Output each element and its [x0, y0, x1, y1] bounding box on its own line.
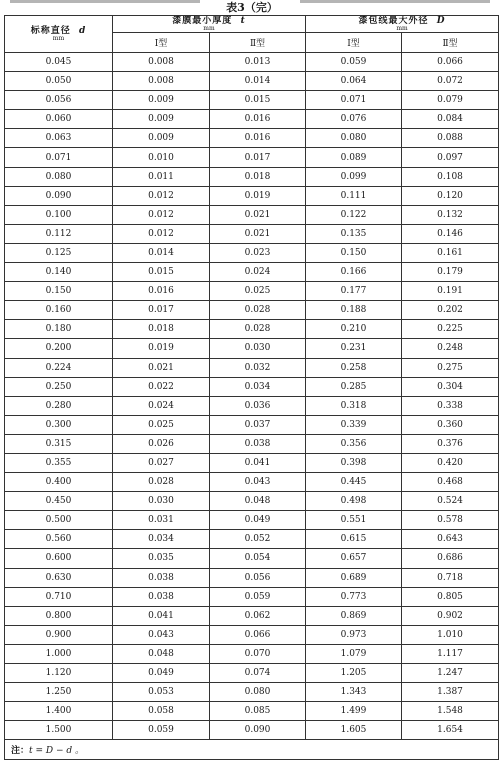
thickness-type1-cell: 0.009	[113, 129, 210, 148]
table-row	[5, 148, 499, 167]
diameter-type1-cell: 1.079	[306, 644, 402, 663]
diameter-type1-cell: 0.657	[306, 549, 402, 568]
diameter-type2-cell: 0.084	[402, 110, 499, 129]
thickness-type2-cell: 0.019	[210, 186, 306, 205]
diameter-type2-cell: 0.805	[402, 587, 499, 606]
table-row	[5, 377, 499, 396]
diameter-type2-cell: 0.376	[402, 434, 499, 453]
header-min-film-thickness	[113, 16, 306, 33]
table-row	[5, 53, 499, 72]
thickness-type1-cell: 0.021	[113, 358, 210, 377]
header-thickness-type1: Ⅰ型	[113, 33, 210, 53]
diameter-type2-cell: 0.420	[402, 453, 499, 472]
thickness-type2-cell: 0.037	[210, 415, 306, 434]
thickness-type2-cell: 0.030	[210, 339, 306, 358]
diameter-type2-cell: 0.248	[402, 339, 499, 358]
diameter-type1-cell: 1.605	[306, 721, 402, 740]
thickness-type2-cell: 0.049	[210, 511, 306, 530]
thickness-type1-cell: 0.008	[113, 72, 210, 91]
nominal-diameter-cell: 0.250	[5, 377, 113, 396]
header-max-outer-diameter-unit: mm	[396, 25, 408, 32]
header-nominal-diameter-label: 标称直径	[30, 26, 71, 36]
thickness-type1-cell: 0.009	[113, 110, 210, 129]
table-row	[5, 186, 499, 205]
diameter-type1-cell: 0.089	[306, 148, 402, 167]
thickness-type2-cell: 0.043	[210, 473, 306, 492]
diameter-type2-cell: 0.686	[402, 549, 499, 568]
diameter-type2-cell: 0.202	[402, 301, 499, 320]
diameter-type2-cell: 0.275	[402, 358, 499, 377]
thickness-type1-cell: 0.043	[113, 625, 210, 644]
nominal-diameter-cell: 0.112	[5, 224, 113, 243]
diameter-type1-cell: 0.285	[306, 377, 402, 396]
nominal-diameter-cell: 0.355	[5, 453, 113, 472]
diameter-type1-cell: 0.258	[306, 358, 402, 377]
thickness-type1-cell: 0.012	[113, 186, 210, 205]
table-row	[5, 568, 499, 587]
nominal-diameter-cell: 0.060	[5, 110, 113, 129]
nominal-diameter-cell: 0.280	[5, 396, 113, 415]
table-row	[5, 224, 499, 243]
header-row-main	[5, 16, 499, 33]
thickness-type1-cell: 0.059	[113, 721, 210, 740]
thickness-type2-cell: 0.021	[210, 224, 306, 243]
thickness-type1-cell: 0.034	[113, 530, 210, 549]
diameter-type2-cell: 0.191	[402, 282, 499, 301]
table-row	[5, 205, 499, 224]
table-row	[5, 644, 499, 663]
thickness-type2-cell: 0.016	[210, 110, 306, 129]
table-row	[5, 453, 499, 472]
table-caption: 表3（完）	[226, 1, 278, 14]
diameter-type1-cell: 0.339	[306, 415, 402, 434]
note-cell	[5, 740, 499, 760]
thickness-type1-cell: 0.012	[113, 224, 210, 243]
diameter-type1-cell: 0.122	[306, 205, 402, 224]
thickness-type1-cell: 0.049	[113, 664, 210, 683]
thickness-type2-cell: 0.024	[210, 263, 306, 282]
thickness-type2-cell: 0.018	[210, 167, 306, 186]
diameter-type1-cell: 1.343	[306, 683, 402, 702]
diameter-type1-cell: 0.551	[306, 511, 402, 530]
diameter-type1-cell: 0.059	[306, 53, 402, 72]
table-row	[5, 243, 499, 262]
diameter-type1-cell: 0.111	[306, 186, 402, 205]
diameter-type2-cell: 0.066	[402, 53, 499, 72]
diameter-type2-cell: 1.548	[402, 702, 499, 721]
diameter-type1-cell: 0.318	[306, 396, 402, 415]
thickness-type2-cell: 0.038	[210, 434, 306, 453]
thickness-type2-cell: 0.059	[210, 587, 306, 606]
nominal-diameter-cell: 0.100	[5, 205, 113, 224]
thickness-type1-cell: 0.018	[113, 320, 210, 339]
diameter-type2-cell: 0.079	[402, 91, 499, 110]
table-row	[5, 721, 499, 740]
nominal-diameter-cell: 0.150	[5, 282, 113, 301]
nominal-diameter-cell: 0.140	[5, 263, 113, 282]
thickness-type2-cell: 0.048	[210, 492, 306, 511]
nominal-diameter-cell: 0.630	[5, 568, 113, 587]
header-nominal-diameter	[5, 16, 113, 53]
table-row	[5, 167, 499, 186]
table-row	[5, 396, 499, 415]
header-min-film-thickness-label: 漆膜最小厚度	[172, 16, 233, 26]
thickness-type2-cell: 0.070	[210, 644, 306, 663]
table-row	[5, 358, 499, 377]
diameter-type1-cell: 0.177	[306, 282, 402, 301]
nominal-diameter-cell: 1.400	[5, 702, 113, 721]
thickness-type1-cell: 0.026	[113, 434, 210, 453]
diameter-type2-cell: 0.578	[402, 511, 499, 530]
nominal-diameter-cell: 0.200	[5, 339, 113, 358]
thickness-type2-cell: 0.041	[210, 453, 306, 472]
header-diameter-type1: Ⅰ型	[306, 33, 402, 53]
thickness-type2-cell: 0.014	[210, 72, 306, 91]
diameter-type2-cell: 0.108	[402, 167, 499, 186]
diameter-type2-cell: 0.072	[402, 72, 499, 91]
table-row	[5, 683, 499, 702]
thickness-type1-cell: 0.048	[113, 644, 210, 663]
diameter-type2-cell: 0.132	[402, 205, 499, 224]
thickness-type2-cell: 0.013	[210, 53, 306, 72]
thickness-type2-cell: 0.028	[210, 320, 306, 339]
nominal-diameter-cell: 0.710	[5, 587, 113, 606]
table-row	[5, 415, 499, 434]
thickness-type2-cell: 0.021	[210, 205, 306, 224]
table-row	[5, 587, 499, 606]
nominal-diameter-cell: 1.250	[5, 683, 113, 702]
diameter-type1-cell: 0.076	[306, 110, 402, 129]
table-row	[5, 702, 499, 721]
note-row	[5, 740, 499, 760]
thickness-type2-cell: 0.090	[210, 721, 306, 740]
thickness-type1-cell: 0.030	[113, 492, 210, 511]
diameter-type2-cell: 0.468	[402, 473, 499, 492]
table-row	[5, 549, 499, 568]
diameter-type1-cell: 0.869	[306, 606, 402, 625]
thickness-type1-cell: 0.009	[113, 91, 210, 110]
nominal-diameter-cell: 0.056	[5, 91, 113, 110]
diameter-type2-cell: 0.524	[402, 492, 499, 511]
diameter-type1-cell: 1.205	[306, 664, 402, 683]
thickness-type2-cell: 0.016	[210, 129, 306, 148]
nominal-diameter-cell: 0.090	[5, 186, 113, 205]
thickness-type2-cell: 0.056	[210, 568, 306, 587]
nominal-diameter-cell: 0.063	[5, 129, 113, 148]
thickness-type1-cell: 0.028	[113, 473, 210, 492]
thickness-type1-cell: 0.014	[113, 243, 210, 262]
spec-table-container	[4, 15, 498, 760]
diameter-type2-cell: 0.902	[402, 606, 499, 625]
diameter-type1-cell: 0.615	[306, 530, 402, 549]
diameter-type2-cell: 0.146	[402, 224, 499, 243]
nominal-diameter-cell: 0.600	[5, 549, 113, 568]
nominal-diameter-cell: 0.080	[5, 167, 113, 186]
nominal-diameter-cell: 0.560	[5, 530, 113, 549]
diameter-type2-cell: 0.643	[402, 530, 499, 549]
nominal-diameter-cell: 0.050	[5, 72, 113, 91]
thickness-type1-cell: 0.038	[113, 587, 210, 606]
diameter-type2-cell: 0.304	[402, 377, 499, 396]
thickness-type1-cell: 0.019	[113, 339, 210, 358]
table-row	[5, 511, 499, 530]
thickness-type2-cell: 0.052	[210, 530, 306, 549]
table-row	[5, 320, 499, 339]
thickness-type2-cell: 0.036	[210, 396, 306, 415]
diameter-type2-cell: 0.161	[402, 243, 499, 262]
table-row	[5, 263, 499, 282]
diameter-type1-cell: 0.150	[306, 243, 402, 262]
thickness-type1-cell: 0.025	[113, 415, 210, 434]
note-label: 注：	[11, 746, 30, 757]
thickness-type1-cell: 0.058	[113, 702, 210, 721]
diameter-type1-cell: 1.499	[306, 702, 402, 721]
thickness-type2-cell: 0.074	[210, 664, 306, 683]
diameter-type2-cell: 1.010	[402, 625, 499, 644]
thickness-type1-cell: 0.011	[113, 167, 210, 186]
diameter-type1-cell: 0.166	[306, 263, 402, 282]
table-row	[5, 664, 499, 683]
nominal-diameter-cell: 0.045	[5, 53, 113, 72]
diameter-type1-cell: 0.071	[306, 91, 402, 110]
table-row	[5, 91, 499, 110]
nominal-diameter-cell: 1.500	[5, 721, 113, 740]
diameter-type1-cell: 0.498	[306, 492, 402, 511]
header-nominal-diameter-var: d	[79, 26, 87, 36]
thickness-type1-cell: 0.031	[113, 511, 210, 530]
header-max-outer-diameter-var: D	[436, 16, 446, 26]
diameter-type1-cell: 0.080	[306, 129, 402, 148]
diameter-type1-cell: 0.188	[306, 301, 402, 320]
table-row	[5, 339, 499, 358]
diameter-type1-cell: 0.099	[306, 167, 402, 186]
diameter-type1-cell: 0.973	[306, 625, 402, 644]
nominal-diameter-cell: 0.224	[5, 358, 113, 377]
nominal-diameter-cell: 0.160	[5, 301, 113, 320]
thickness-type1-cell: 0.012	[113, 205, 210, 224]
thickness-type1-cell: 0.016	[113, 282, 210, 301]
nominal-diameter-cell: 0.500	[5, 511, 113, 530]
header-max-outer-diameter-label: 漆包线最大外径	[358, 16, 429, 26]
thickness-type2-cell: 0.025	[210, 282, 306, 301]
diameter-type1-cell: 0.445	[306, 473, 402, 492]
spec-table	[4, 15, 499, 760]
thickness-type1-cell: 0.038	[113, 568, 210, 587]
thickness-type1-cell: 0.017	[113, 301, 210, 320]
table-row	[5, 434, 499, 453]
table-row	[5, 282, 499, 301]
table-row	[5, 492, 499, 511]
header-diameter-type2: Ⅱ型	[402, 33, 499, 53]
nominal-diameter-cell: 0.900	[5, 625, 113, 644]
table-row	[5, 301, 499, 320]
table-row	[5, 72, 499, 91]
header-min-film-thickness-var: t	[240, 16, 246, 26]
thickness-type2-cell: 0.032	[210, 358, 306, 377]
thickness-type1-cell: 0.008	[113, 53, 210, 72]
thickness-type2-cell: 0.080	[210, 683, 306, 702]
table-row	[5, 606, 499, 625]
table-row	[5, 625, 499, 644]
nominal-diameter-cell: 0.450	[5, 492, 113, 511]
diameter-type2-cell: 0.097	[402, 148, 499, 167]
thickness-type1-cell: 0.041	[113, 606, 210, 625]
thickness-type2-cell: 0.023	[210, 243, 306, 262]
nominal-diameter-cell: 0.071	[5, 148, 113, 167]
thickness-type2-cell: 0.017	[210, 148, 306, 167]
thickness-type2-cell: 0.028	[210, 301, 306, 320]
header-min-film-thickness-unit: mm	[203, 25, 215, 32]
diameter-type2-cell: 0.338	[402, 396, 499, 415]
header-thickness-type2: Ⅱ型	[210, 33, 306, 53]
nominal-diameter-cell: 1.120	[5, 664, 113, 683]
header-max-outer-diameter	[306, 16, 499, 33]
diameter-type1-cell: 0.689	[306, 568, 402, 587]
diameter-type2-cell: 0.360	[402, 415, 499, 434]
thickness-type1-cell: 0.027	[113, 453, 210, 472]
diameter-type1-cell: 0.231	[306, 339, 402, 358]
table-body	[5, 53, 499, 740]
thickness-type1-cell: 0.015	[113, 263, 210, 282]
diameter-type1-cell: 0.356	[306, 434, 402, 453]
thickness-type2-cell: 0.066	[210, 625, 306, 644]
diameter-type1-cell: 0.773	[306, 587, 402, 606]
thickness-type2-cell: 0.054	[210, 549, 306, 568]
diameter-type1-cell: 0.064	[306, 72, 402, 91]
thickness-type1-cell: 0.035	[113, 549, 210, 568]
diameter-type2-cell: 1.654	[402, 721, 499, 740]
diameter-type2-cell: 0.718	[402, 568, 499, 587]
thickness-type2-cell: 0.062	[210, 606, 306, 625]
note-text: t = D − d 。	[29, 746, 84, 757]
thickness-type2-cell: 0.015	[210, 91, 306, 110]
thickness-type1-cell: 0.010	[113, 148, 210, 167]
thickness-type1-cell: 0.053	[113, 683, 210, 702]
nominal-diameter-cell: 0.125	[5, 243, 113, 262]
nominal-diameter-cell: 0.300	[5, 415, 113, 434]
diameter-type1-cell: 0.135	[306, 224, 402, 243]
nominal-diameter-cell: 0.800	[5, 606, 113, 625]
thickness-type1-cell: 0.022	[113, 377, 210, 396]
diameter-type2-cell: 0.179	[402, 263, 499, 282]
table-row	[5, 129, 499, 148]
diameter-type2-cell: 0.088	[402, 129, 499, 148]
table-row	[5, 473, 499, 492]
thickness-type1-cell: 0.024	[113, 396, 210, 415]
thickness-type2-cell: 0.085	[210, 702, 306, 721]
diameter-type2-cell: 0.225	[402, 320, 499, 339]
diameter-type2-cell: 1.247	[402, 664, 499, 683]
nominal-diameter-cell: 0.400	[5, 473, 113, 492]
diameter-type2-cell: 1.117	[402, 644, 499, 663]
diameter-type2-cell: 1.387	[402, 683, 499, 702]
diameter-type1-cell: 0.210	[306, 320, 402, 339]
table-row	[5, 110, 499, 129]
thickness-type2-cell: 0.034	[210, 377, 306, 396]
nominal-diameter-cell: 1.000	[5, 644, 113, 663]
diameter-type1-cell: 0.398	[306, 453, 402, 472]
table-row	[5, 530, 499, 549]
header-nominal-diameter-unit: mm	[52, 35, 65, 42]
diameter-type2-cell: 0.120	[402, 186, 499, 205]
nominal-diameter-cell: 0.315	[5, 434, 113, 453]
nominal-diameter-cell: 0.180	[5, 320, 113, 339]
